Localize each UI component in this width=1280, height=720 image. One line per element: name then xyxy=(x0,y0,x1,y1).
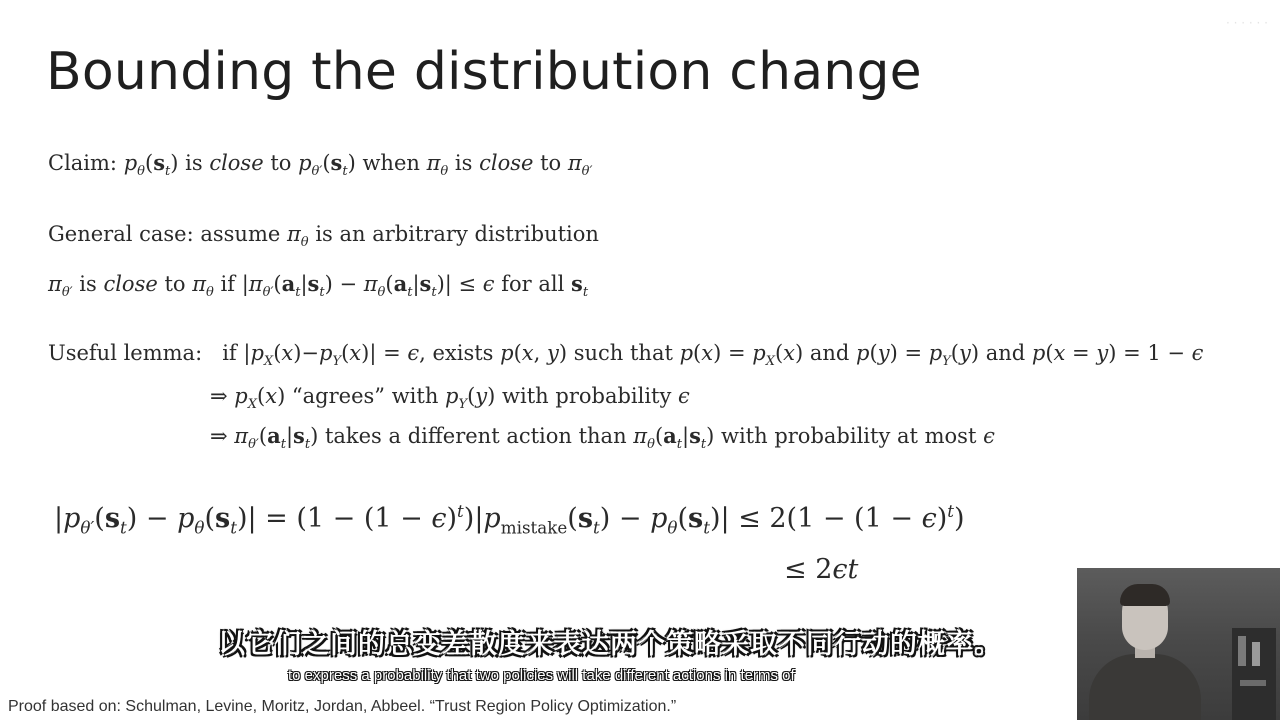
subtitle-chinese: 以它们之间的总变差散度来表达两个策略采取不同行动的概率。 xyxy=(218,629,1002,660)
general-case-label: General case: xyxy=(48,222,194,246)
claim-math: $p_\theta(s_t)$ is close to $p_{\theta'}(s_t)$ when $\pi_\theta$ is close to $\pi_{\theta'}$ xyxy=(123,150,593,180)
subtitle-english: to express a probability that two policies will take different actions in terms of xyxy=(288,667,795,684)
lemma-line xyxy=(48,341,1204,370)
general-case-line xyxy=(48,222,599,251)
presenter-webcam xyxy=(1077,568,1280,720)
claim-line xyxy=(48,150,593,180)
citation-footer: Proof based on: Schulman, Levine, Moritz, Jordan, Abbeel. “Trust Region Policy Optimization.” xyxy=(8,698,677,715)
general-case-math: assume $\pi_\theta$ is an arbitrary distribution xyxy=(200,222,599,251)
bound-second-line: ≤ 2ϵt xyxy=(784,554,859,585)
lemma-implication-2: ⇒ $\pi_{\theta'}(a_t|s_t)$ takes a different action than $\pi_\theta(a_t|s_t)$ with probability at most ϵ xyxy=(210,423,995,453)
watermark: · · · · · · xyxy=(1226,16,1268,30)
slide-title: Bounding the distribution change xyxy=(46,42,922,102)
presenter-torso xyxy=(1089,654,1201,720)
background-shelf xyxy=(1232,628,1276,720)
closeness-condition: $\pi_{\theta'}$ is close to $\pi_\theta$ if $|\pi_{\theta'}(a_t|s_t) - \pi_\theta(a_t|s_t)| \le \epsilon$ for all $s_t$ xyxy=(48,271,589,301)
lemma-implication-1: ⇒ $p_X(x)$ “agrees” with $p_Y(y)$ with probability ϵ xyxy=(210,384,690,413)
lemma-statement: if $|p_X(x)-p_Y(x)| = \epsilon$, exists p(x, y) such that $p(x) = p_X(x)$ and $p(y) = p_Y(y)$ and p(x = y) = 1 − ϵ xyxy=(208,341,1204,370)
lemma-label: Useful lemma: xyxy=(48,341,203,365)
bound-equation: $|p_{\theta'}(s_t) - p_\theta(s_t)| = (1 - (1 - \epsilon)^t)|p_{mistake}(s_t) - p_\theta(s_t)| \le 2(1 - (1 - \epsilon)^t)$ xyxy=(54,501,965,538)
claim-label: Claim: xyxy=(48,151,118,175)
